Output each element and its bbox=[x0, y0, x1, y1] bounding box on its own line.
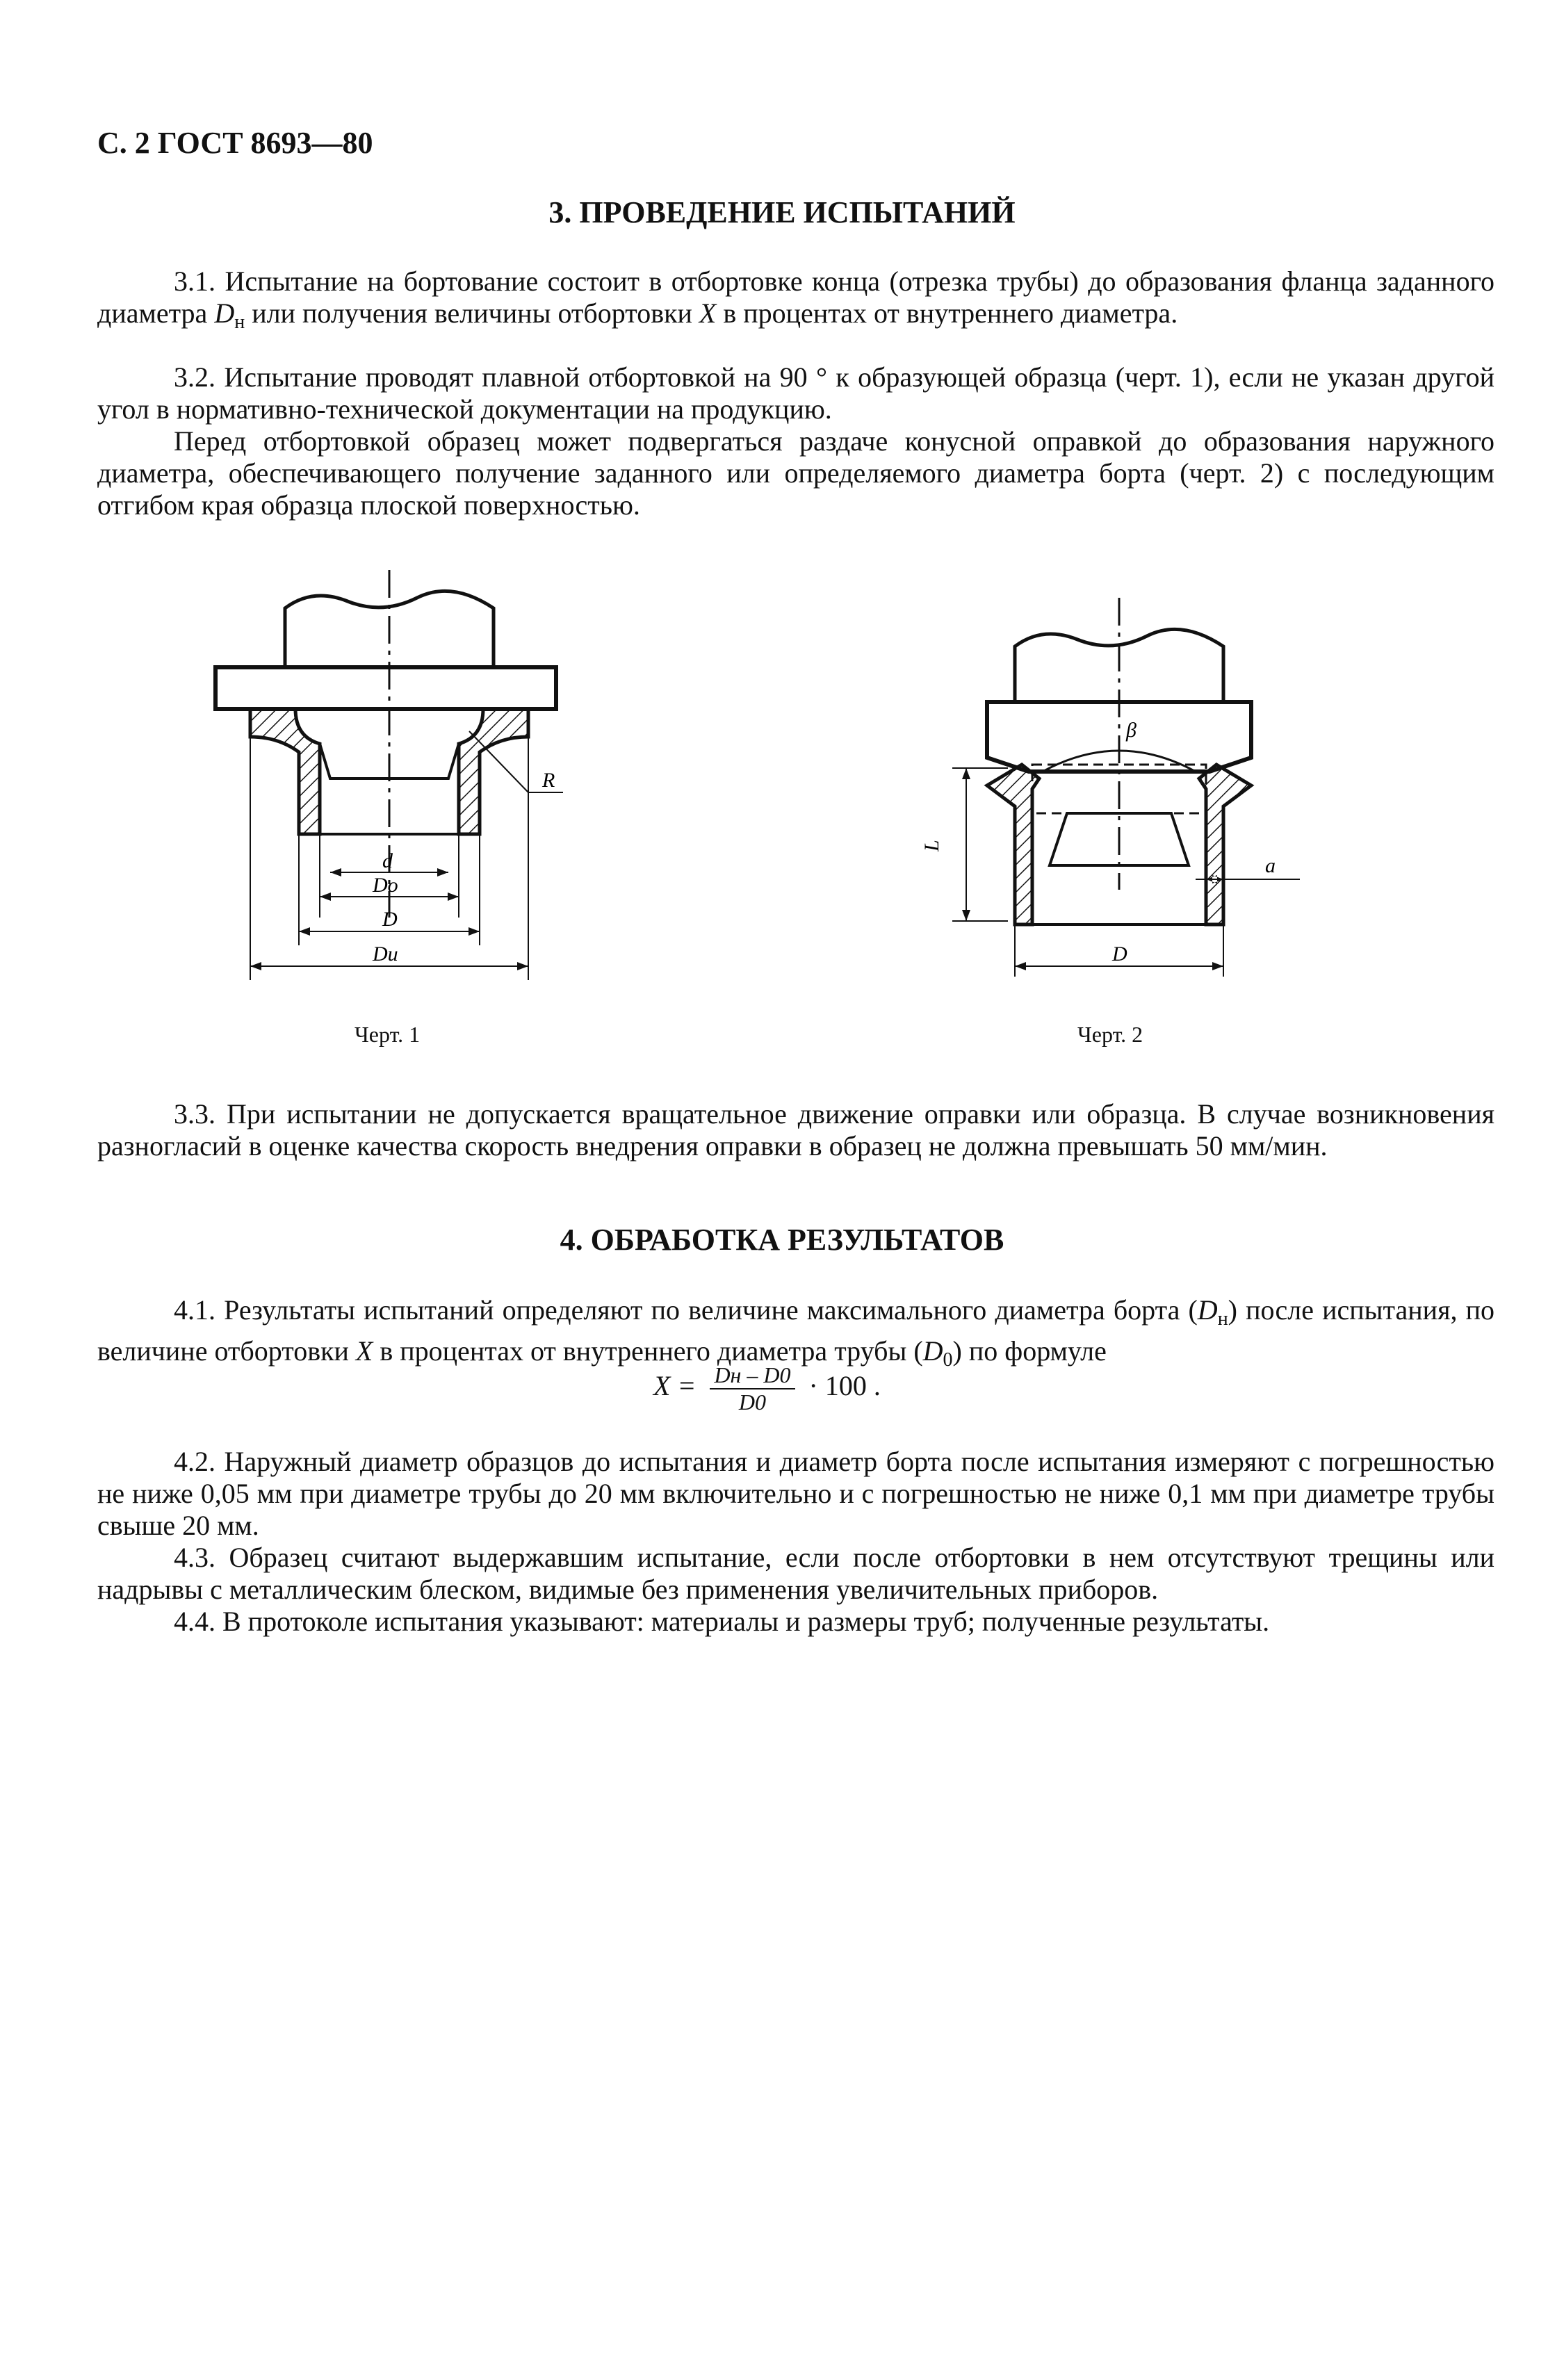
fig2-label-l: L bbox=[920, 840, 943, 851]
formula-fraction bbox=[710, 1362, 795, 1415]
paragraph-3-3: 3.3. При испытании не допускается вращательное движение оправки или образца. В случае возникновения разногласий в оценке качества скорость внедрения оправки в образец не должна превышать 50 мм/мин. bbox=[97, 1098, 1494, 1162]
paragraph-4-1: 4.1. Результаты испытаний определяют по величине максимального диаметра борта $(D_н)$ после испытания, по величине отбортовки X в процентах от внутреннего диаметра трубы $(D_0)$ по формуле bbox=[97, 1294, 1494, 1371]
paragraph-4-4: 4.4. В протоколе испытания указывают: материалы и размеры труб; полученные результаты. bbox=[174, 1606, 1270, 1637]
fig1-label-d: d bbox=[382, 849, 393, 872]
figure-2-caption: Черт. 2 bbox=[1077, 1022, 1143, 1047]
formula-lhs: X = bbox=[653, 1370, 697, 1402]
section-4-title: 4. ОБРАБОТКА РЕЗУЛЬТАТОВ bbox=[560, 1223, 1004, 1257]
paragraph-4-2: 4.2. Наружный диаметр образцов до испытания и диаметр борта после испытания измеряют с погрешностью не ниже 0,05 мм при диаметре трубы до 20 мм включительно и с погрешностью не ниже 0,1 мм при диаметре трубы свыше 20 мм. bbox=[97, 1446, 1494, 1541]
paragraph-3-1: 3.1. Испытание на бортование состоит в отбортовке конца (отрезка трубы) до образования фланца заданного диаметра $D_н$ или получения величины отбортовки X в процентах от внутреннего диаметра. bbox=[97, 266, 1494, 333]
paragraph-3-2: 3.2. Испытание проводят плавной отбортовкой на 90 ° к образующей образца (черт. 1), если не указан другой угол в нормативно-технической документации на продукцию. bbox=[97, 361, 1494, 425]
paragraph-3-2b: Перед отбортовкой образец может подвергаться раздаче конусной оправкой до образования наружного диаметра, обеспечивающего получение заданного или определяемого диаметра борта (черт. 2) с последующим отгибом края образца плоской поверхностью. bbox=[97, 425, 1494, 521]
fig2-label-a: a bbox=[1265, 854, 1276, 877]
fig1-label-r: R bbox=[542, 769, 555, 792]
formula-numerator: Dн – D0 bbox=[710, 1362, 795, 1389]
fig2-label-d: D bbox=[1112, 943, 1127, 965]
section-3-title: 3. ПРОВЕДЕНИЕ ИСПЫТАНИЙ bbox=[548, 195, 1016, 229]
fig1-label-du: Dи bbox=[373, 943, 398, 965]
fig1-label-do: Do bbox=[373, 874, 398, 897]
formula-denominator: D0 bbox=[738, 1389, 767, 1415]
figure-1-drawing bbox=[209, 570, 598, 987]
fig1-label-dd: D bbox=[382, 908, 398, 931]
figure-2-drawing bbox=[897, 598, 1328, 987]
formula-rhs: · 100 . bbox=[808, 1370, 881, 1402]
formula bbox=[653, 1362, 881, 1415]
fig2-label-beta: β bbox=[1126, 719, 1137, 742]
figure-1-caption: Черт. 1 bbox=[355, 1022, 421, 1047]
page-header: С. 2 ГОСТ 8693—80 bbox=[97, 126, 373, 160]
paragraph-4-3: 4.3. Образец считают выдержавшим испытание, если после отбортовки в нем отсутствуют трещины или надрывы с металлическим блеском, видимые без применения увеличительных приборов. bbox=[97, 1542, 1494, 1605]
